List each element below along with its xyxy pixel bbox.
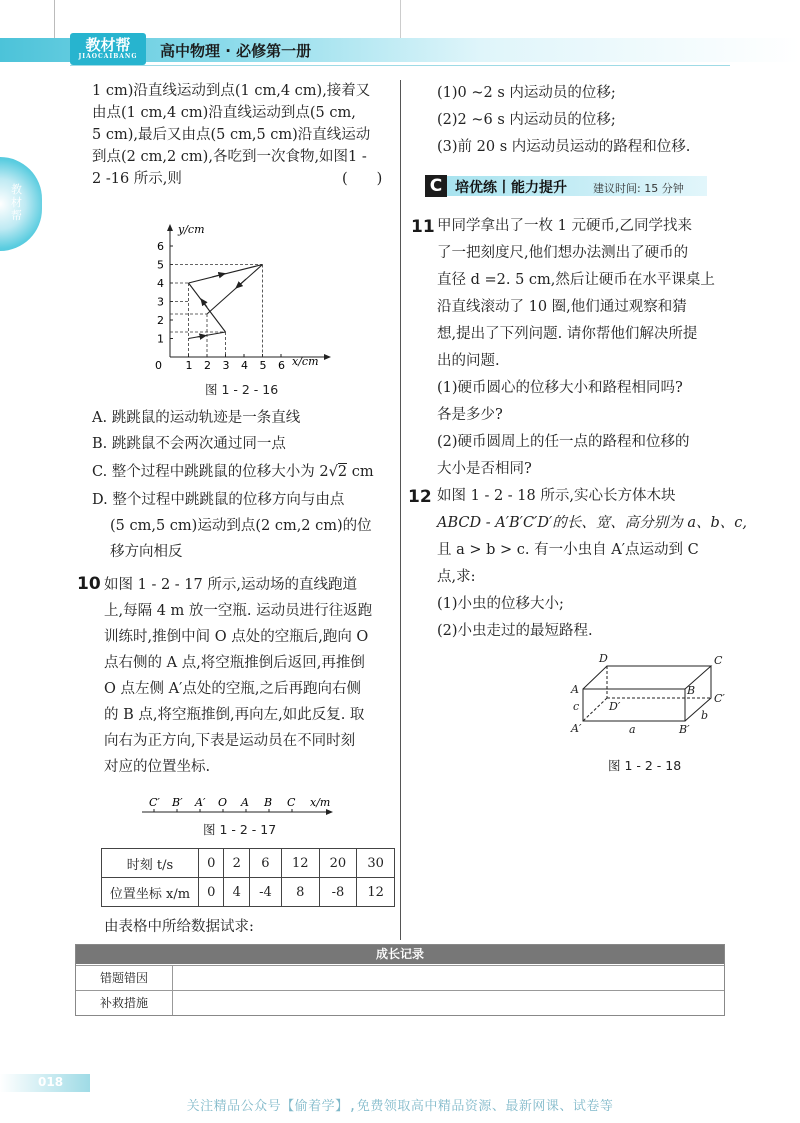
option-d-cont: 移方向相反 bbox=[110, 544, 183, 560]
record-label: 错题错因 bbox=[76, 966, 173, 990]
q12-part: (2)小虫走过的最短路程. bbox=[437, 623, 593, 639]
table-cell: -4 bbox=[249, 878, 281, 907]
vertex-label: C′ bbox=[714, 692, 725, 705]
option-c-body bbox=[92, 463, 374, 480]
q9-options bbox=[92, 405, 392, 565]
table-prompt: 由表格中所给数据试求: bbox=[104, 919, 254, 935]
vertex-label: D bbox=[599, 652, 608, 665]
logo-subtext: JIAOCAIBANG bbox=[78, 53, 138, 60]
table-row bbox=[102, 878, 395, 907]
top-rule bbox=[54, 0, 55, 38]
table-cell: 4 bbox=[224, 878, 249, 907]
header-rule bbox=[70, 65, 730, 66]
trajectory bbox=[189, 265, 263, 339]
point-label: B′ bbox=[172, 796, 183, 809]
q11-part: 各是多少? bbox=[437, 407, 503, 423]
q10-part: (2)2 ~6 s 内运动员的位移; bbox=[437, 112, 616, 128]
q11-line: 想,提出了下列问题. 请你帮他们解决所提 bbox=[437, 326, 698, 342]
y-tick-label: 5 bbox=[157, 258, 164, 272]
question-number: 10 bbox=[77, 574, 101, 594]
record-row[interactable] bbox=[76, 990, 724, 1015]
vertex-label: B′ bbox=[679, 723, 690, 736]
option-a[interactable]: A. 跳跳鼠的运动轨迹是一条直线 bbox=[92, 410, 301, 426]
q12-line: ABCD - A′B′C′D′的长、宽、高分别为 a、b、c, bbox=[437, 515, 748, 531]
option-d[interactable]: D. 整个过程中跳跳鼠的位移方向与由点 bbox=[92, 492, 345, 508]
figure-1-2-17 bbox=[140, 792, 340, 820]
q10-line: 的 B 点,将空瓶推倒,再向左,如此反复. 取 bbox=[104, 707, 365, 723]
q10-line: 向右为正方向,下表是运动员在不同时刻 bbox=[104, 733, 356, 749]
q9-line: 2 -16 所示,则 bbox=[92, 171, 182, 187]
q11-part: 大小是否相同? bbox=[437, 461, 532, 477]
side-tab[interactable] bbox=[0, 157, 42, 251]
table-cell: 0 bbox=[199, 849, 224, 878]
radicand: 2 bbox=[337, 464, 348, 480]
q11-part: (2)硬币圆周上的任一点的路程和位移的 bbox=[437, 434, 690, 450]
q10-part: (3)前 20 s 内运动员运动的路程和位移. bbox=[437, 139, 691, 155]
axis-points bbox=[149, 796, 330, 812]
table-cell: 6 bbox=[249, 849, 281, 878]
q9-text bbox=[92, 80, 392, 190]
y-tick-label: 6 bbox=[157, 240, 164, 253]
q10-text bbox=[104, 572, 399, 780]
x-axis-label: x/cm bbox=[292, 355, 319, 368]
axis-label: x/m bbox=[310, 796, 331, 809]
x-tick-label: 2 bbox=[204, 359, 211, 372]
record-title: 成长记录 bbox=[76, 945, 724, 964]
point-label: B bbox=[264, 796, 273, 809]
q9-line: 5 cm),最后又由点(5 cm,5 cm)沿直线运动 bbox=[92, 127, 371, 143]
point-label: O bbox=[218, 796, 228, 809]
q12-line: 且 a > b > c. 有一小虫自 A′点运动到 C bbox=[437, 542, 699, 558]
q10-line: 训练时,推倒中间 O 点处的空瓶后,跑向 O bbox=[104, 629, 369, 645]
question-number: 11 bbox=[411, 217, 435, 237]
figure-1-2-18 bbox=[565, 652, 735, 740]
q11-text bbox=[437, 213, 737, 483]
q10-line: O 点左侧 A′点处的空瓶,之后再跑向右侧 bbox=[104, 681, 361, 697]
option-c-prefix: C. 整个过程中跳跳鼠的位移大小为 2 bbox=[92, 464, 329, 480]
table-cell: 30 bbox=[357, 849, 395, 878]
y-tick-label: 2 bbox=[157, 314, 164, 327]
header-title: 高中物理 · 必修第一册 bbox=[160, 42, 312, 60]
y-tick-label: 1 bbox=[157, 332, 164, 346]
figure-caption: 图 1 - 2 - 16 bbox=[205, 382, 279, 397]
y-tick-label: 3 bbox=[157, 295, 164, 309]
option-c[interactable] bbox=[92, 457, 392, 487]
footer-notice: 关注精品公众号【偷着学】,免费领取高中精品资源、最新网课、试卷等 bbox=[186, 1099, 614, 1114]
edge-label: b bbox=[701, 709, 709, 722]
edge-label: a bbox=[629, 723, 636, 736]
q11-line: 出的问题. bbox=[437, 353, 500, 369]
point-label: C bbox=[287, 796, 296, 809]
q10-line: 点右侧的 A 点,将空瓶推倒后返回,再推倒 bbox=[104, 655, 365, 671]
vertex-label: C bbox=[714, 654, 723, 667]
vertex-label: B bbox=[687, 684, 696, 697]
x-tick-label: 6 bbox=[278, 359, 285, 372]
table-cell: 12 bbox=[281, 849, 319, 878]
y-tick-label: 4 bbox=[157, 277, 164, 290]
section-title: 培优练丨能力提升 bbox=[455, 180, 567, 196]
x-tick-label: 4 bbox=[241, 359, 248, 372]
point-label: A′ bbox=[195, 796, 206, 809]
table-cell: 12 bbox=[357, 878, 395, 907]
point-label: A bbox=[241, 796, 249, 809]
x-tick-label: 3 bbox=[222, 359, 230, 372]
table-row bbox=[102, 849, 395, 878]
vertex-label: D′ bbox=[609, 700, 621, 713]
q10-parts bbox=[437, 80, 737, 161]
q10-line: 如图 1 - 2 - 17 所示,运动场的直线跑道 bbox=[104, 577, 357, 593]
q11-part: (1)硬币圆心的位移大小和路程相同吗? bbox=[437, 380, 683, 396]
q10-line: 上,每隔 4 m 放一空瓶. 运动员进行往返跑 bbox=[104, 603, 373, 619]
option-c-unit: cm bbox=[347, 464, 374, 480]
origin-label: 0 bbox=[155, 359, 162, 372]
page-number-tab bbox=[0, 1074, 90, 1092]
section-badge: C bbox=[425, 175, 447, 197]
q12-text bbox=[437, 483, 748, 645]
figure-1-2-16 bbox=[150, 215, 340, 375]
q11-line: 沿直线滚动了 10 圈,他们通过观察和猜 bbox=[437, 299, 687, 315]
tick-labels bbox=[155, 240, 285, 372]
header-logo bbox=[70, 33, 146, 65]
q12-line: 点,求: bbox=[437, 569, 476, 585]
side-tab-label: 教材帮 bbox=[11, 183, 22, 222]
q12-line: 如图 1 - 2 - 18 所示,实心长方体木块 bbox=[437, 488, 676, 504]
table-header: 位置坐标 x/m bbox=[102, 878, 199, 907]
vertex-label: A′ bbox=[571, 722, 582, 735]
vertex-label: A bbox=[571, 683, 579, 696]
growth-record bbox=[75, 944, 725, 1016]
table-cell: 20 bbox=[319, 849, 357, 878]
y-axis-label: y/cm bbox=[178, 223, 205, 236]
section-time: 建议时间: 15 分钟 bbox=[593, 182, 684, 195]
q9-line: 到点(2 cm,2 cm),各吃到一次食物,如图1 - bbox=[92, 149, 367, 165]
table-cell: -8 bbox=[319, 878, 357, 907]
page-number: 018 bbox=[38, 1075, 64, 1089]
q10-part: (1)0 ~2 s 内运动员的位移; bbox=[437, 85, 616, 101]
record-label: 补救措施 bbox=[76, 991, 173, 1015]
q12-part: (1)小虫的位移大小; bbox=[437, 596, 564, 612]
table-header: 时刻 t/s bbox=[102, 849, 199, 878]
record-row[interactable] bbox=[76, 965, 724, 990]
figure-caption: 图 1 - 2 - 18 bbox=[608, 758, 682, 773]
q11-line: 了一把刻度尺,他们想办法测出了硬币的 bbox=[437, 245, 689, 261]
position-table bbox=[101, 848, 395, 907]
answer-bracket: ( ) bbox=[342, 171, 383, 187]
table-cell: 0 bbox=[199, 878, 224, 907]
q10-line: 对应的位置坐标. bbox=[104, 759, 211, 775]
point-label: C′ bbox=[149, 796, 160, 809]
table-cell: 2 bbox=[224, 849, 249, 878]
q11-line: 直径 d =2. 5 cm,然后让硬币在水平课桌上 bbox=[437, 272, 715, 288]
radical-sign: √ bbox=[328, 464, 338, 480]
table-cell: 8 bbox=[281, 878, 319, 907]
question-number: 12 bbox=[408, 487, 432, 507]
q11-line: 甲同学拿出了一枚 1 元硬币,乙同学找来 bbox=[437, 218, 693, 234]
figure-caption: 图 1 - 2 - 17 bbox=[203, 822, 277, 837]
q9-line: 由点(1 cm,4 cm)沿直线运动到点(5 cm, bbox=[92, 105, 356, 121]
q9-line: 1 cm)沿直线运动到点(1 cm,4 cm),接着又 bbox=[92, 83, 371, 99]
edge-label: c bbox=[573, 700, 580, 713]
column-divider bbox=[400, 80, 401, 940]
x-tick-label: 1 bbox=[185, 359, 193, 372]
x-tick-label: 5 bbox=[259, 359, 267, 372]
top-rule-center bbox=[400, 0, 401, 38]
logo-text: 教材帮 bbox=[85, 36, 131, 54]
option-d-cont: (5 cm,5 cm)运动到点(2 cm,2 cm)的位 bbox=[110, 518, 372, 534]
guide-lines bbox=[170, 265, 263, 358]
option-b[interactable]: B. 跳跳鼠不会两次通过同一点 bbox=[92, 436, 286, 452]
